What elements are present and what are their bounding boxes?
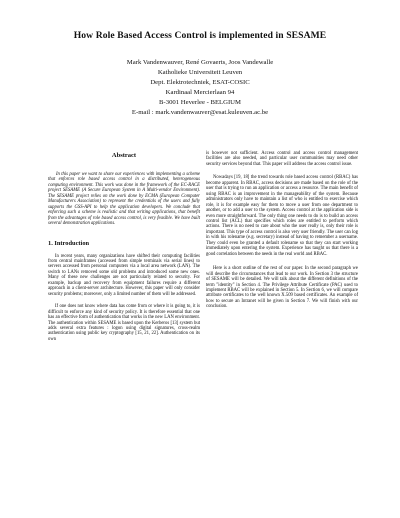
section-heading-introduction: 1. Introduction [48,239,90,247]
right-paragraph-continuation: is however not sufficient. Access control and access control management facilities are also needed, and particular user communities may need other security services beyond that. This paper will address the access control issue. [206,151,358,167]
right-paragraph-outline: Here is a short outline of the rest of our paper. In the second paragraph we will describe the circumstances that lead to our work. In Section 3 the structure of SESAME will be detailed. We will talk about the different definitions of the term "identity" in Section 4. The Privilege Attribute Certificate (PAC) used to implement RBAC will be explained in Section 5. In Section 6, we will compare attribute certificates to the well known X.509 based certificates. An example of how to secure an Intranet will be given in Section 7. We will finish with our conclusion. [206,266,358,310]
abstract-heading: Abstract [111,152,137,159]
intro-paragraph-1: In recent years, many organizations have shifted their computing facilities from central mainframes (accessed from simple terminals via serial lines) to servers accessed from personal computers via a local area network (LAN). The switch to LANs removed some old problems and introduced some new ones. Many of these new challenges are not particularly related to security. For example, backup and recovery from equipment failures require a different approach in a client-server architecture. However, this paper will only consider security problems; moreover, only a limited number of them will be addressed. [48,253,200,297]
author-block [0,58,400,119]
author-institution: Katholieke Universiteit Leuven [157,69,243,77]
right-paragraph-rbac: Nowadays [19, 18] the trend towards role based access control (RBAC) has become apparent. In RBAC, access decisions are made based on the role of the user that is trying to run an application or access a resource. The main benefit of using RBAC is an improvement in the manageability of the system. Because administrators only have to maintain a list of who is entitled to exercise which role, it is for example easy for them to move a user from one department to another, or to add a user to the system. Access control at the application side is even more straightforward. The only thing one needs to do is to build an access control list (ACL) that specifies which roles are entitled to perform which actions. There is no need to care about who the user really is, only their role is important. This type of access control is also very user friendly. The user can log in with his rolename (e.g. secretary) instead of having to remember a username. They could even be granted a default rolename so that they can start working immediately upon entering the system. Experience has taught us that there is a good correlation between the needs in the real world and RBAC. [206,175,358,257]
intro-paragraph-2: If one does not know where data has come from or where it is going to, it is difficult to enforce any kind of security policy. It is therefore essential that one has an effective form of authentication that works in the new LAN environment. The authentication within SESAME is based upon the Kerberos [13] system but adds several extra features : logon using digital signatures, cross-realm authentication using public key cryptography [15, 21, 22]. Authentication on its own [48,304,200,342]
author-city: B-3001 Heverlee - BELGIUM [159,99,241,107]
right-column [206,151,358,317]
author-street: Kardinaal Mercierlaan 94 [165,89,235,97]
author-names: Mark Vandenwauver, René Govaerts, Joos Vandewalle [126,59,274,66]
paper-title: How Role Based Access Control is implemented in SESAME [73,30,327,41]
left-column [48,152,200,349]
author-department: Dept. Elektrotechniek, ESAT-COSIC [150,79,250,87]
abstract-text: In this paper we want to share our experiences with implementing a scheme that enforces role based access control in a distributed, heterogeneous computing environment. This work was done in the framework of the EC-RACE project SESAME (A Secure European System in A Multi-vendor Environment). The SESAME project relies on the work done by ECMA (European Computer Manufacturers Association) to represent the credentials of the users and fully supports the GSS-API to help the application developers. We conclude that enforcing such a scheme is realistic and that writing applications, that benefit from the advantages of role based access control, is very feasible. We have built several demonstration applications. [48,172,200,227]
author-email: E-mail : mark.vandenwauver@esat.kuleuven.ac.be [131,109,269,117]
